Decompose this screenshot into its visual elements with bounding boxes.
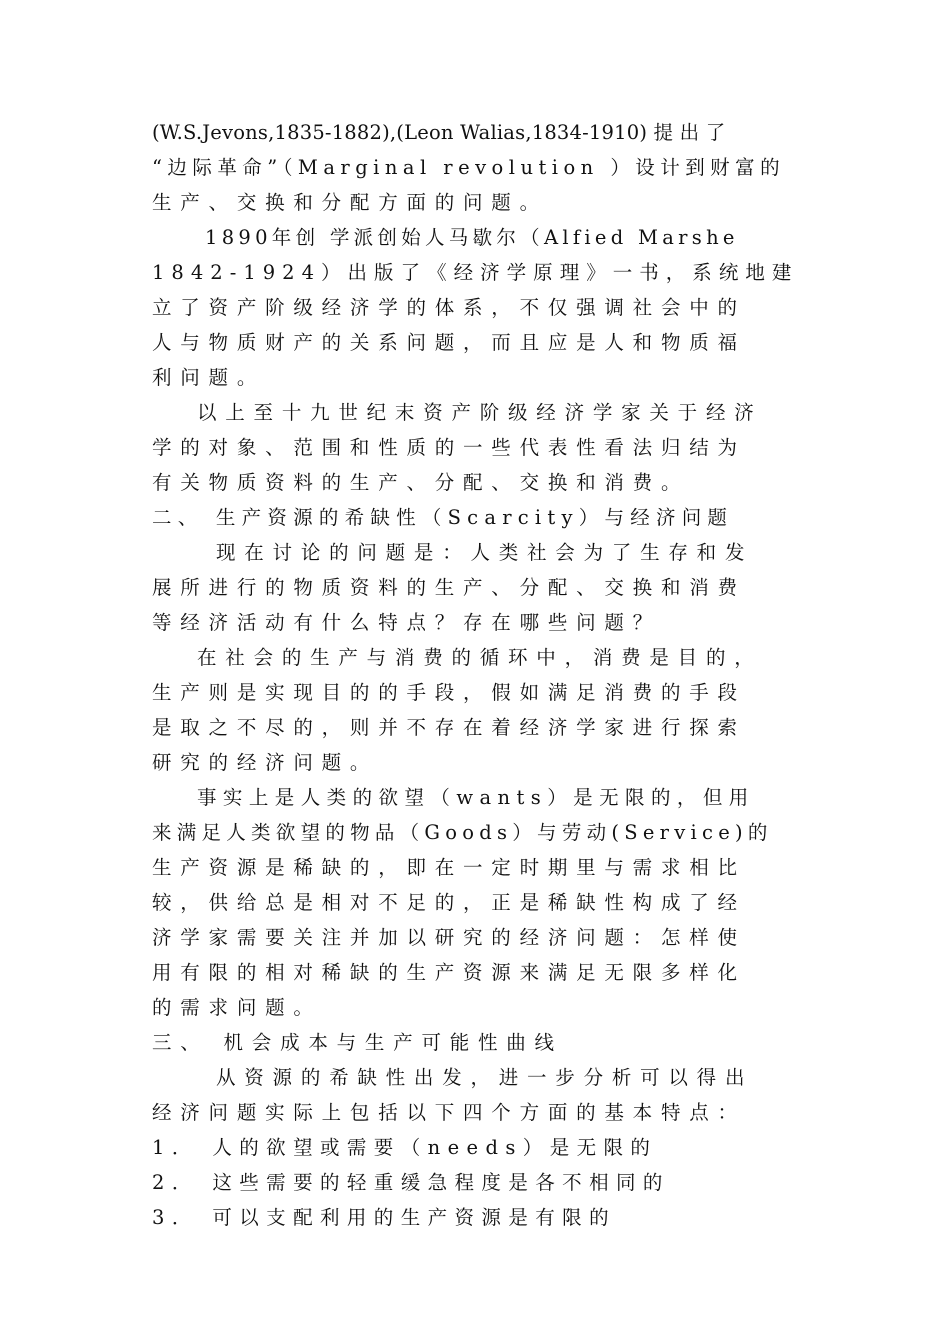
text-line: “边际革命”（Marginal revolution ）设计到财富的 [152,156,786,179]
paragraph-start-line: 从资源的希缺性出发，进一步分析可以得出 [216,1066,754,1089]
text-line: 经济问题实际上包括以下四个方面的基本特点： [152,1101,746,1124]
text-line: 济学家需要关注并加以研究的经济问题：怎样使 [152,926,746,949]
text-line: 生产则是实现目的的手段，假如满足消费的手段 [152,681,746,704]
list-item-1: 1． 人的欲望或需要（needs）是无限的 [152,1136,658,1159]
text-line: 生产、交换和分配方面的问题。 [152,191,548,214]
text-line: 1890年创 学派创始人马歇尔（Alfied Marshe [205,226,739,249]
paragraph-start-line: 事实上是人类的欲望（wants）是无限的，但用 [197,786,755,809]
text-line: 生产资源是稀缺的，即在一定时期里与需求相比 [152,856,746,879]
text-line: 研究的经济问题。 [152,751,379,774]
text-line: 学的对象、范围和性质的一些代表性看法归结为 [152,436,746,459]
section-heading-3: 三、 机会成本与生产可能性曲线 [152,1031,563,1054]
text-line: 用有限的相对稀缺的生产资源来满足无限多样化 [152,961,746,984]
text-line: 有关物质资料的生产、分配、交换和消费。 [152,471,690,494]
text-line: 等经济活动有什么特点？存在哪些问题？ [152,611,661,634]
paragraph-start-line: 以上至十九世纪末资产阶级经济学家关于经济 [197,401,763,424]
list-item-2: 2． 这些需要的轻重缓急程度是各不相同的 [152,1171,670,1194]
paragraph-start-line: 现在讨论的问题是：人类社会为了生存和发 [216,541,754,564]
text-line: 展所进行的物质资料的生产、分配、交换和消费 [152,576,746,599]
text-line: (W.S.Jevons,1835-1882),(Leon Walias,1834-1910) 提 出 了 [152,121,726,144]
text-line: 1842-1924）出版了《经济学原理》一书，系统地建 [152,261,799,284]
text-line: 来满足人类欲望的物品（Goods）与劳动(Service)的 [152,821,773,844]
section-heading-2: 二、 生产资源的希缺性（Scarcity）与经济问题 [152,506,734,529]
text-line: 是取之不尽的，则并不存在着经济学家进行探索 [152,716,746,739]
text-line: 立了资产阶级经济学的体系，不仅强调社会中的 [152,296,746,319]
text-line: 较，供给总是相对不足的，正是稀缺性构成了经 [152,891,746,914]
paragraph-start-line: 在社会的生产与消费的循环中，消费是目的， [197,646,763,669]
text-line: 利问题。 [152,366,266,389]
text-line: 人与物质财产的关系问题，而且应是人和物质福 [152,331,746,354]
list-item-3: 3． 可以支配利用的生产资源是有限的 [152,1206,616,1229]
text-line: 的需求问题。 [152,996,322,1019]
